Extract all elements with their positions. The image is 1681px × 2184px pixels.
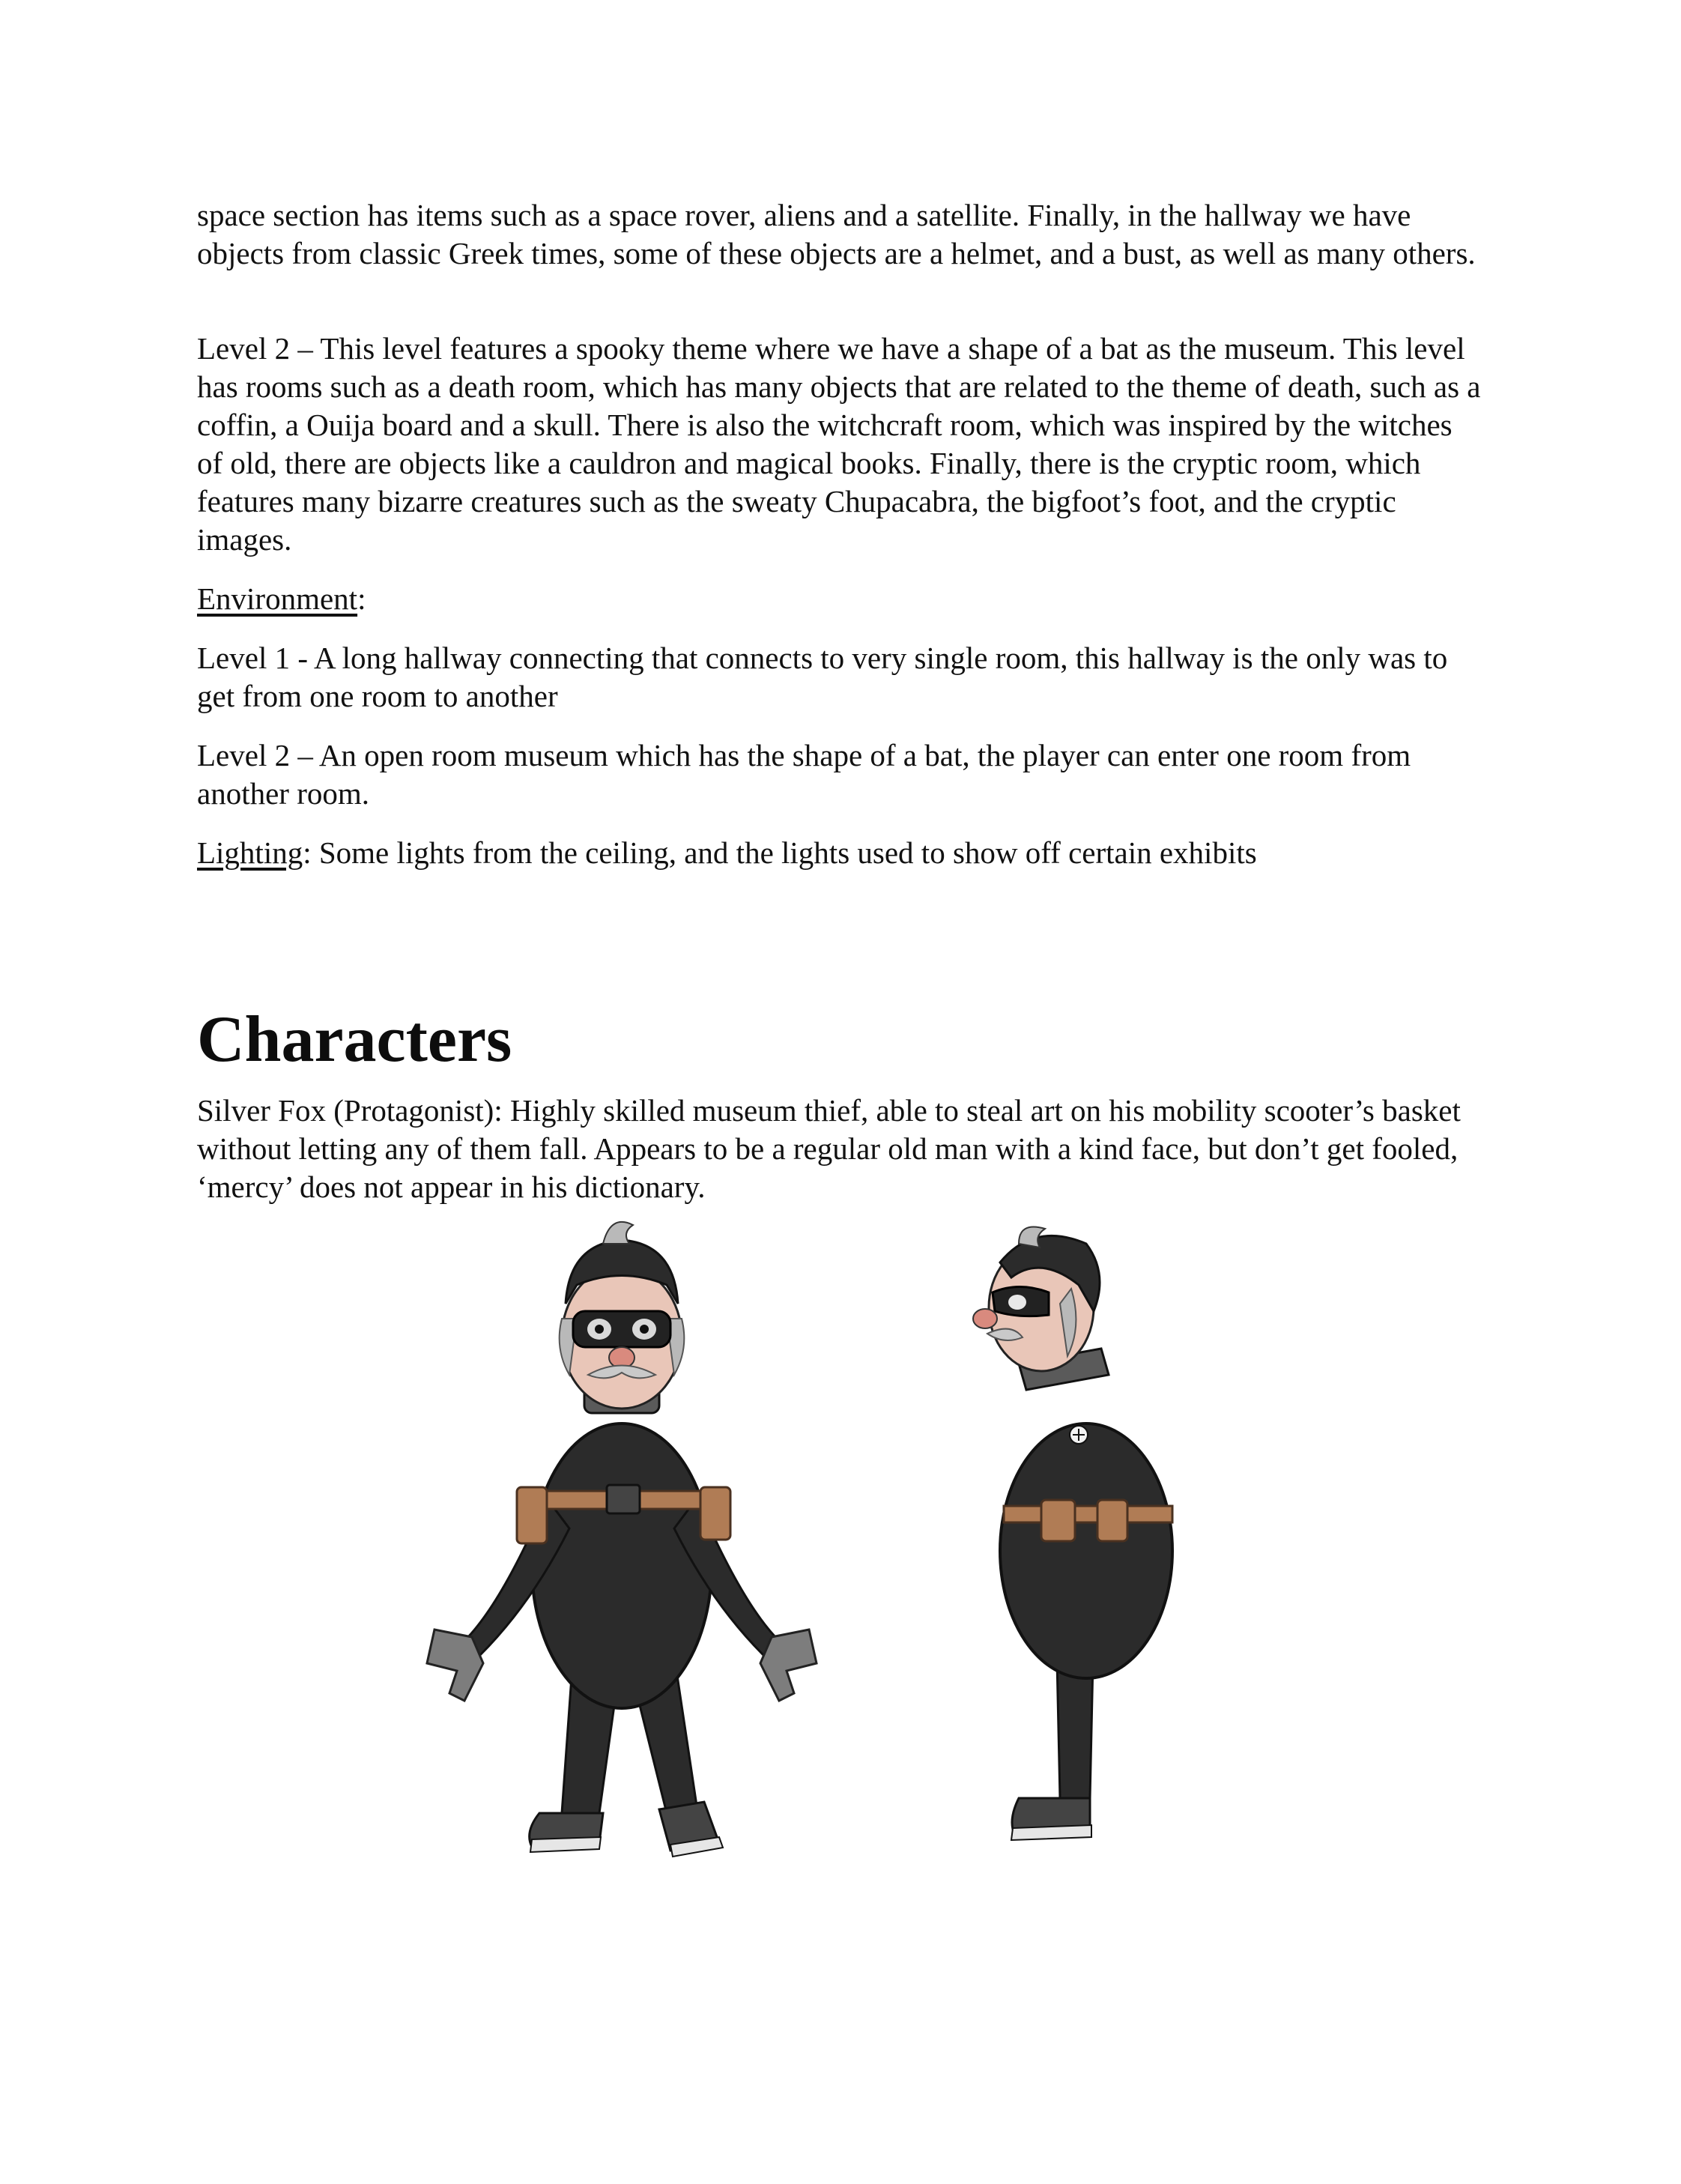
paragraph-text: space section has items such as a space rover, aliens and a satellite. Finally, in the hallway we have objects from classic Greek times, some of these objects are a helmet, and a bust, as well as many others. [197, 198, 1476, 270]
silver-fox-front-view-illustration [420, 1214, 884, 1903]
paragraph-env-level2 [197, 736, 1485, 813]
environment-label-line [197, 580, 1485, 618]
lighting-label: Lighting [197, 835, 303, 870]
lighting-text: : Some lights from the ceiling, and the lights used to show off certain exhibits [303, 835, 1257, 870]
silver-fox-side-view-illustration [929, 1221, 1199, 1881]
paragraph-silver-fox [197, 1092, 1485, 1206]
paragraph-space-section [197, 196, 1485, 273]
environment-label: Environment [197, 581, 358, 616]
paragraph-text: Level 1 - A long hallway connecting that connects to very single room, this hallway is the only was to get from one room to another [197, 641, 1456, 713]
characters-heading: Characters [197, 1003, 512, 1076]
environment-colon: : [357, 581, 366, 616]
paragraph-text: Level 2 – An open room museum which has the shape of a bat, the player can enter one room from another room. [197, 738, 1419, 811]
lighting-line [197, 834, 1485, 872]
paragraph-level2 [197, 330, 1488, 559]
paragraph-text: Level 2 – This level features a spooky theme where we have a shape of a bat as the museum. This level has rooms such as a death room, which has many objects that are related to the theme of death, such as a coffin, a Ouija board and a skull. There is also the witchcraft room, which was inspired by the witches of old, there are objects like a cauldron and magical books. Finally, there is the cryptic room, which features many bizarre creatures such as the sweaty Chupacabra, the bigfoot’s foot, and the cryptic images. [197, 331, 1488, 557]
paragraph-env-level1 [197, 639, 1485, 716]
paragraph-text: Silver Fox (Protagonist): Highly skilled museum thief, able to steal art on his mobility scooter’s basket without letting any of them fall. Appears to be a regular old man with a kind face, but don’t get fooled, ‘mercy’ does not appear in his dictionary. [197, 1093, 1469, 1204]
